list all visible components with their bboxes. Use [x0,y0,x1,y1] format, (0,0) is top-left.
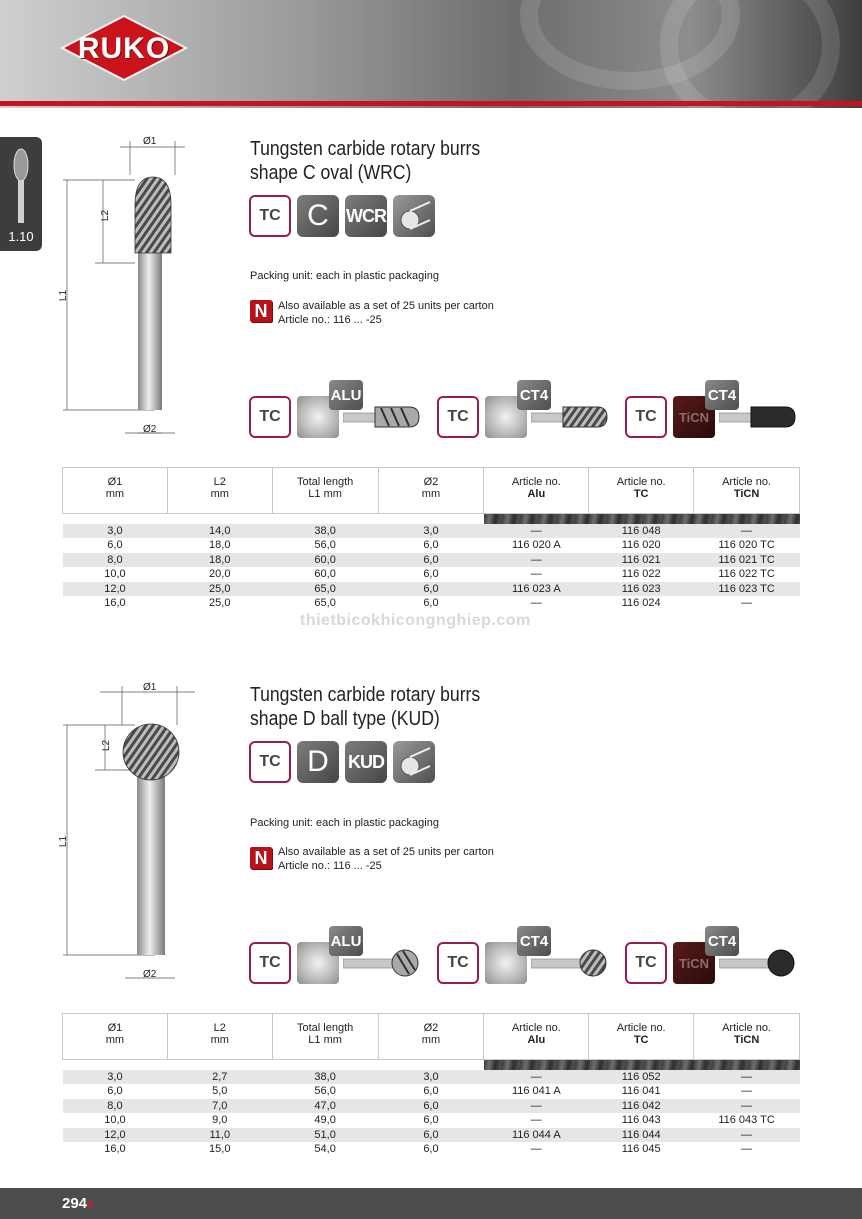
availability-note: Also available as a set of 25 units per carton Article no.: 116 ... -25 [278,846,494,872]
table-cell: 116 043 [589,1113,694,1128]
table-body [63,1070,800,1157]
burr-ticn-image [719,948,797,978]
table-cell: 3,0 [63,1070,168,1085]
table-cell: 116 042 [589,1099,694,1114]
table-cell: 56,0 [272,538,378,553]
table-cell: — [694,1128,800,1143]
table-row [63,1084,800,1099]
coating-strip [63,1060,800,1070]
coating-strip [63,514,800,524]
table-row [63,524,800,539]
ticn-surface-icon: TiCN [673,942,715,984]
table-row [63,553,800,568]
ct4-label-icon: CT4 [517,926,551,956]
burr-ticn-image [719,402,797,432]
table-cell: 65,0 [272,582,378,597]
table-row [63,1113,800,1128]
tc-material-icon: TC [249,741,291,783]
table-row [63,596,800,611]
table-cell: 116 045 [589,1142,694,1157]
col-article-alu: Article no. Alu [484,468,589,514]
table-cell: — [484,567,589,582]
burr-ct4-image [531,402,609,432]
table-cell: — [694,596,800,611]
col-article-alu: Article no. Alu [484,1014,589,1060]
table-cell: 6,0 [378,1084,484,1099]
table-cell: 18,0 [167,538,272,553]
table-cell: 6,0 [63,538,168,553]
col-d2: Ø2 mm [378,1014,484,1060]
coating-ct4 [437,934,617,986]
table-cell: 6,0 [63,1084,168,1099]
table-header [63,468,800,514]
section-title: Tungsten carbide rotary burrs shape D ball type (KUD) [250,684,481,730]
table-cell: 8,0 [63,1099,168,1114]
table-cell: 116 044 [589,1128,694,1143]
dim-d1-label: Ø1 [143,682,157,693]
table-cell: 116 021 TC [694,553,800,568]
table-cell: 49,0 [272,1113,378,1128]
table-cell: 6,0 [378,1113,484,1128]
table-cell: 38,0 [272,524,378,539]
table-cell: 6,0 [378,567,484,582]
col-l2: L2 mm [167,468,272,514]
table-cell: 20,0 [167,567,272,582]
dim-l2-label: L2 [101,739,113,752]
table-cell: 116 023 A [484,582,589,597]
table-cell: 116 023 TC [694,582,800,597]
burr-d-drawing [55,680,195,985]
dim-d1-label: Ø1 [143,136,157,147]
table-cell: 6,0 [378,582,484,597]
header-red-line [0,101,862,106]
coating-ct4 [437,388,617,440]
tc-material-icon: TC [249,195,291,237]
alu-label-icon: ALU [329,926,363,956]
table-cell: 10,0 [63,567,168,582]
table-cell: 116 022 TC [694,567,800,582]
table-cell: 6,0 [378,1142,484,1157]
chapter-number: 1.10 [8,229,34,244]
coating-alu [249,934,429,986]
table-row [63,1070,800,1085]
table-cell: 11,0 [167,1128,272,1143]
table-cell: 9,0 [167,1113,272,1128]
table-cell: 116 021 [589,553,694,568]
table-cell: 16,0 [63,1142,168,1157]
col-d1: Ø1 mm [63,1014,168,1060]
col-d1: Ø1 mm [63,468,168,514]
col-total-length: Total length L1 mm [272,1014,378,1060]
availability-note: Also available as a set of 25 units per carton Article no.: 116 ... -25 [278,300,494,326]
burr-alu-image [343,948,421,978]
col-article-tc: Article no. TC [589,468,694,514]
col-l2: L2 mm [167,1014,272,1060]
table-cell: 6,0 [378,1128,484,1143]
table-cell: 14,0 [167,524,272,539]
burr-thumbnail-icon [8,147,34,225]
table-cell: 56,0 [272,1084,378,1099]
table-cell: 60,0 [272,567,378,582]
table-cell: — [484,1070,589,1085]
table-cell: — [484,596,589,611]
table-row [63,567,800,582]
table-cell: 12,0 [63,582,168,597]
coating-ticn [625,934,805,986]
table-header [63,1014,800,1060]
table-cell: 116 023 [589,582,694,597]
chapter-tab [0,137,42,251]
tc-icon: TC [437,396,479,438]
spec-table [62,1013,800,1157]
table-cell: — [694,1099,800,1114]
page-footer [0,1188,862,1219]
table-cell: — [484,1099,589,1114]
table-cell: 116 041 [589,1084,694,1099]
table-cell: 51,0 [272,1128,378,1143]
table-cell: 116 041 A [484,1084,589,1099]
dim-d2-label: Ø2 [143,969,157,980]
ticn-surface-icon: TiCN [673,396,715,438]
table-cell: 60,0 [272,553,378,568]
packing-info: Packing unit: each in plastic packaging [250,270,439,282]
table-row [63,1128,800,1143]
col-d2: Ø2 mm [378,468,484,514]
dim-l1-label: L1 [58,835,70,848]
coating-ticn [625,388,805,440]
table-cell: 6,0 [378,1099,484,1114]
table-cell: — [694,1142,800,1157]
table-cell: 25,0 [167,582,272,597]
table-body [63,524,800,611]
table-row [63,1099,800,1114]
kud-code-icon: KUD [345,741,387,783]
col-article-tc: Article no. TC [589,1014,694,1060]
col-total-length: Total length L1 mm [272,468,378,514]
table-cell: 6,0 [378,538,484,553]
new-badge-icon: N [250,300,272,322]
table-cell: 38,0 [272,1070,378,1085]
tc-icon: TC [625,942,667,984]
burr-c-drawing [55,135,195,440]
tc-icon: TC [249,942,291,984]
coating-alu [249,388,429,440]
dim-l2-label: L2 [100,209,112,222]
burr-ct4-image [531,948,609,978]
table-row [63,1142,800,1157]
shape-c-icon: C [297,195,339,237]
ruko-logo: RUKO [60,14,188,82]
table-cell: 2,7 [167,1070,272,1085]
table-cell: 12,0 [63,1128,168,1143]
table-cell: 8,0 [63,553,168,568]
dim-l1-label: L1 [58,289,70,302]
table-cell: 116 024 [589,596,694,611]
cylindrical-shank-icon [393,195,435,237]
ct4-label-icon: CT4 [517,380,551,410]
table-row [63,538,800,553]
table-cell: 116 052 [589,1070,694,1085]
alu-label-icon: ALU [329,380,363,410]
page-marker: R [87,1200,94,1210]
table-cell: 15,0 [167,1142,272,1157]
table-cell: 116 020 TC [694,538,800,553]
table-cell: — [484,524,589,539]
table-cell: 116 043 TC [694,1113,800,1128]
tc-icon: TC [249,396,291,438]
table-cell: — [694,524,800,539]
page-number: 294R [62,1195,94,1212]
table-cell: — [694,1084,800,1099]
table-cell: 7,0 [167,1099,272,1114]
table-cell: 65,0 [272,596,378,611]
tc-icon: TC [625,396,667,438]
tc-icon: TC [437,942,479,984]
ct4-label-icon: CT4 [705,926,739,956]
watermark: thietbicokhicongnghiep.com [300,612,531,629]
table-cell: 116 044 A [484,1128,589,1143]
table-cell: 116 020 [589,538,694,553]
cylindrical-shank-icon [393,741,435,783]
table-cell: 16,0 [63,596,168,611]
ct4-label-icon: CT4 [705,380,739,410]
spec-table [62,467,800,611]
table-cell: 47,0 [272,1099,378,1114]
new-badge-icon: N [250,847,272,869]
section-title: Tungsten carbide rotary burrs shape C oval (WRC) [250,138,481,184]
table-cell: 6,0 [378,553,484,568]
table-cell: 10,0 [63,1113,168,1128]
table-cell: 54,0 [272,1142,378,1157]
table-cell: 116 020 A [484,538,589,553]
table-cell: 3,0 [63,524,168,539]
shape-d-icon: D [297,741,339,783]
table-cell: 3,0 [378,1070,484,1085]
table-cell: 116 022 [589,567,694,582]
dim-d2-label: Ø2 [143,424,157,435]
wrc-code-icon: WCR [345,195,387,237]
header-decoration [660,0,840,108]
table-cell: 18,0 [167,553,272,568]
table-cell: 5,0 [167,1084,272,1099]
table-row [63,582,800,597]
col-article-ticn: Article no. TiCN [694,1014,800,1060]
table-cell: — [484,553,589,568]
table-cell: — [694,1070,800,1085]
packing-info: Packing unit: each in plastic packaging [250,817,439,829]
table-cell: 116 048 [589,524,694,539]
col-article-ticn: Article no. TiCN [694,468,800,514]
property-icons [249,741,435,785]
burr-alu-image [343,402,421,432]
table-cell: 25,0 [167,596,272,611]
property-icons [249,195,435,239]
table-cell: — [484,1113,589,1128]
table-cell: — [484,1142,589,1157]
table-cell: 3,0 [378,524,484,539]
table-cell: 6,0 [378,596,484,611]
